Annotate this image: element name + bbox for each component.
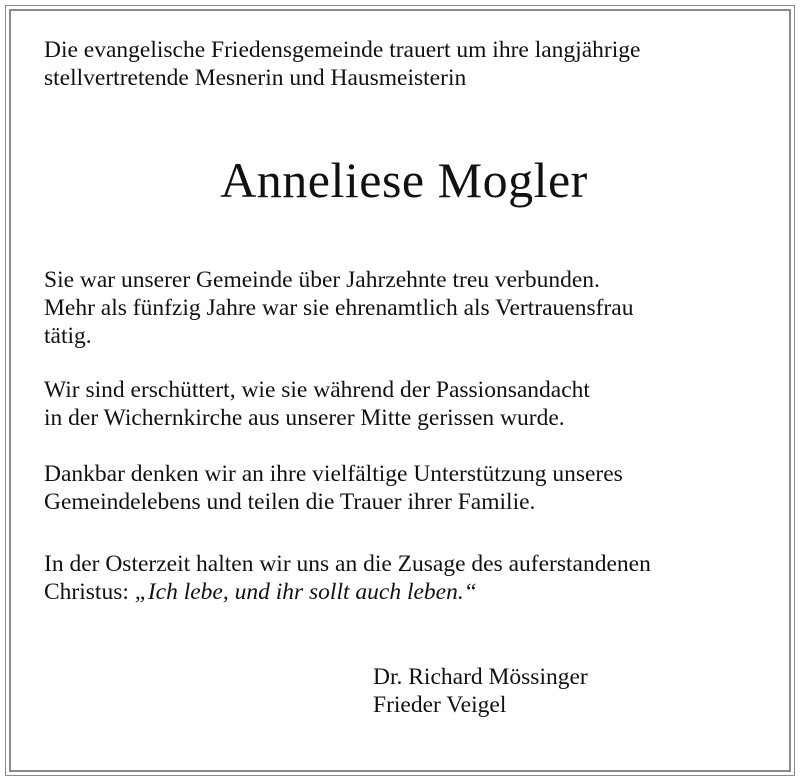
intro-line-1: Die evangelische Friedensgemeinde trauert um ihre langjährige: [44, 37, 641, 63]
paragraph3-line-1: Dankbar denken wir an ihre vielfältige Unterstützung unseres: [44, 461, 623, 487]
deceased-name: Anneliese Mogler: [220, 152, 588, 208]
paragraph3-line-2: Gemeindelebens und teilen die Trauer ihrer Familie.: [44, 489, 536, 515]
paragraph-easter: [44, 550, 764, 606]
intro-paragraph: [44, 36, 764, 92]
paragraph1-line-3: tätig.: [44, 323, 92, 349]
paragraph-connection: [44, 266, 764, 350]
paragraph1-line-2: Mehr als fünfzig Jahre war sie ehrenamtlich als Vertrauensfrau: [44, 295, 634, 321]
signatory-2: Frieder Veigel: [373, 692, 507, 718]
paragraph2-line-1: Wir sind erschüttert, wie sie während der Passionsandacht: [44, 377, 590, 403]
paragraph-gratitude: [44, 460, 764, 516]
signatures: [373, 663, 588, 719]
paragraph4-line-2: [44, 578, 764, 606]
signatory-1: Dr. Richard Mössinger: [373, 664, 588, 690]
obituary-notice: [44, 36, 764, 638]
bible-quote: „Ich lebe, und ihr sollt auch leben.“: [134, 579, 477, 605]
paragraph1-line-1: Sie war unserer Gemeinde über Jahrzehnte treu verbunden.: [44, 267, 600, 293]
paragraph2-line-2: in der Wichernkirche aus unserer Mitte gerissen wurde.: [44, 405, 565, 431]
intro-line-2: stellvertretende Mesnerin und Hausmeisterin: [44, 65, 467, 91]
paragraph4-prefix: Christus:: [44, 579, 135, 605]
paragraph4-line-1: In der Osterzeit halten wir uns an die Zusage des auferstandenen: [44, 551, 651, 577]
paragraph-shock: [44, 376, 764, 432]
